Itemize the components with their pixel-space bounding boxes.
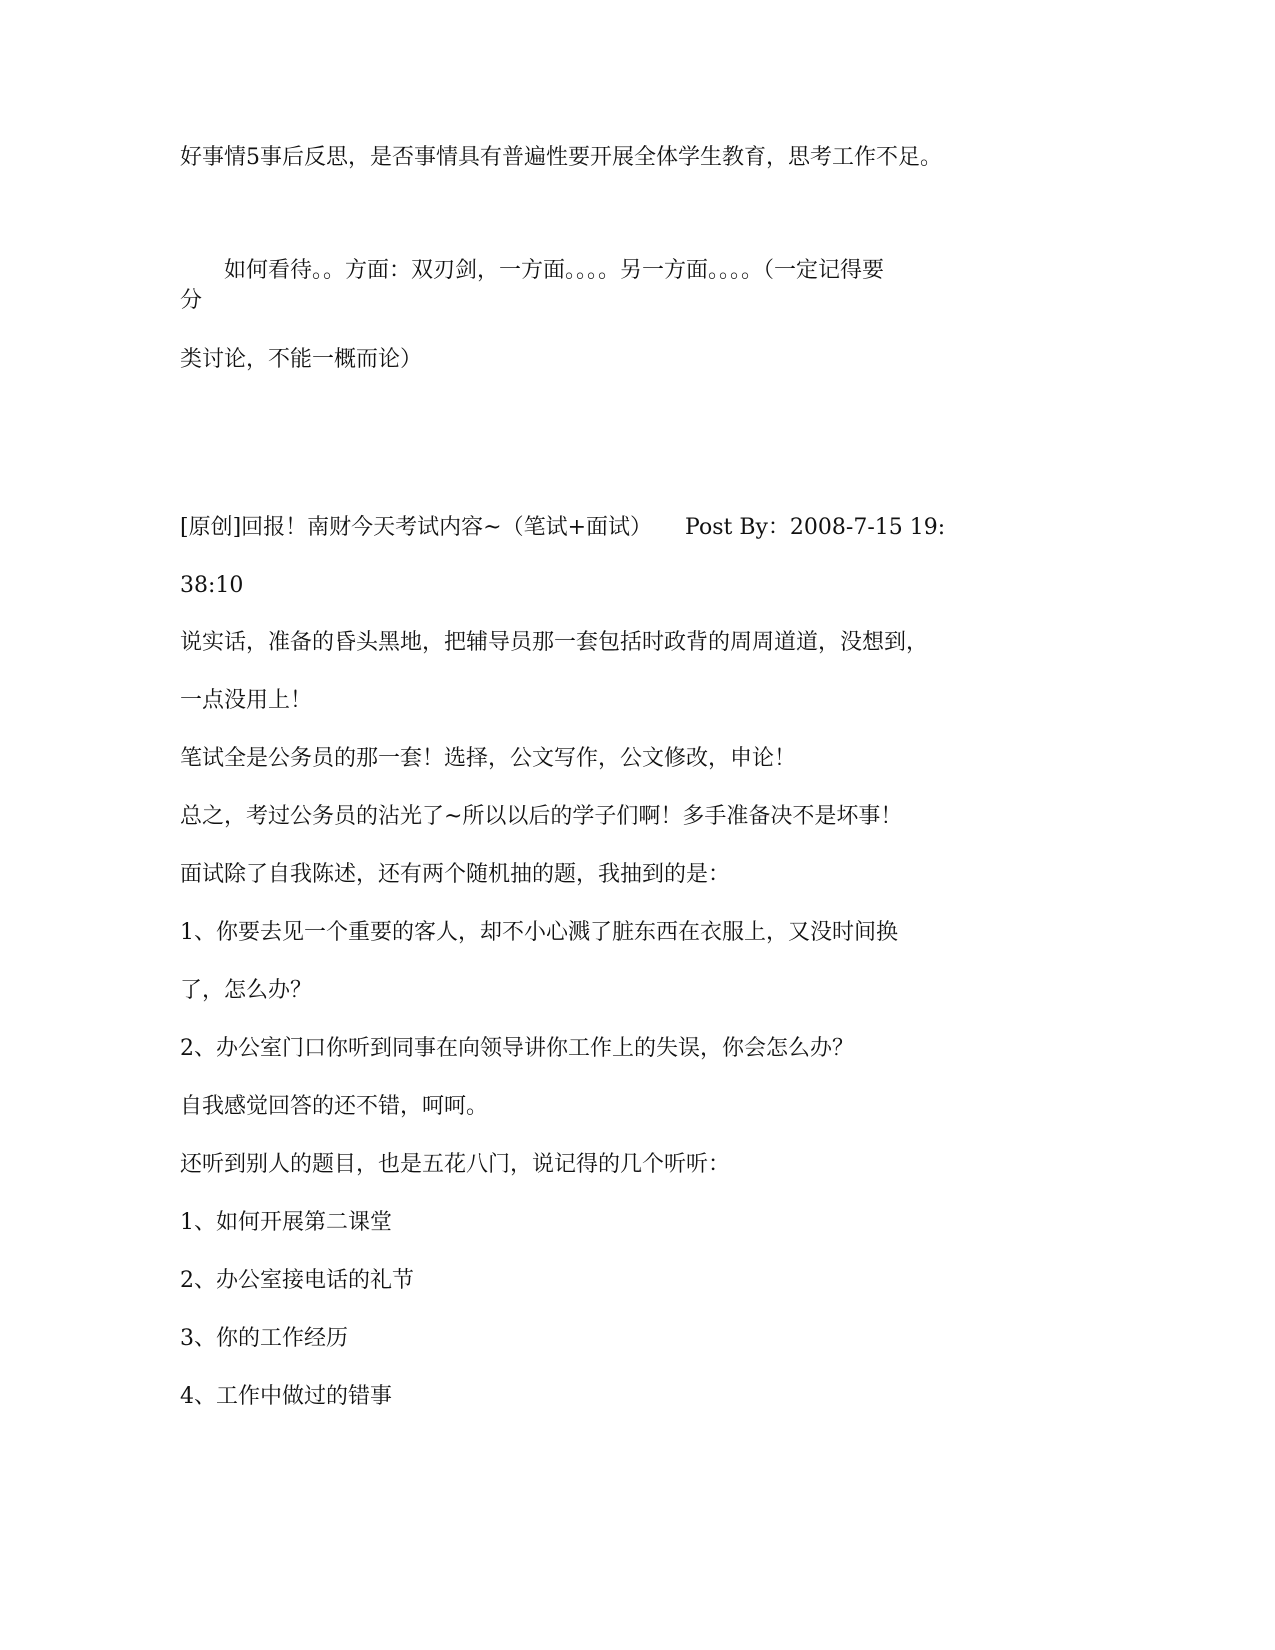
- text-line-discuss: 类讨论，不能一概而论）: [180, 347, 423, 372]
- list-item-question-2: 2、办公室门口你听到同事在向领导讲你工作上的失误，你会怎么办？: [180, 1036, 854, 1061]
- text-line-fen: 分: [180, 288, 203, 313]
- list-item-question-1-continuation: 了，怎么办？: [180, 978, 313, 1003]
- list-item-question-1: 1、你要去见一个重要的客人，却不小心溅了脏东西在衣服上，又没时间换: [180, 920, 898, 945]
- text-line-interview: 面试除了自我陈述，还有两个随机抽的题，我抽到的是：: [180, 862, 731, 887]
- list-item-other-3: 3、你的工作经历: [180, 1326, 348, 1351]
- text-line-not-used: 一点没用上！: [180, 688, 313, 713]
- text-line-preparation: 说实话，准备的昏头黑地，把辅导员那一套包括时政背的周周道道，没想到，: [180, 630, 929, 655]
- text-line-reflection: 好事情5事后反思，是否事情具有普遍性要开展全体学生教育，思考工作不足。: [180, 145, 942, 170]
- text-line-others-questions: 还听到别人的题目，也是五花八门，说记得的几个听听：: [180, 1152, 731, 1177]
- post-title: [原创]回报！南财今天考试内容~（笔试+面试） Post By：2008-7-15 19:: [180, 515, 946, 540]
- list-item-other-4: 4、工作中做过的错事: [180, 1384, 392, 1409]
- text-line-written-exam: 笔试全是公务员的那一套！选择，公文写作，公文修改，申论！: [180, 746, 797, 771]
- list-item-other-1: 1、如何开展第二课堂: [180, 1210, 392, 1235]
- list-item-other-2: 2、办公室接电话的礼节: [180, 1268, 414, 1293]
- text-line-how-to-view: 如何看待。。方面：双刃剑，一方面。。。。另一方面。。。。（一定记得要: [180, 258, 885, 283]
- text-line-self-assessment: 自我感觉回答的还不错，呵呵。: [180, 1094, 489, 1119]
- post-time-continuation: 38:10: [180, 573, 244, 598]
- text-line-summary: 总之，考过公务员的沾光了~所以以后的学子们啊！多手准备决不是坏事！: [180, 804, 903, 829]
